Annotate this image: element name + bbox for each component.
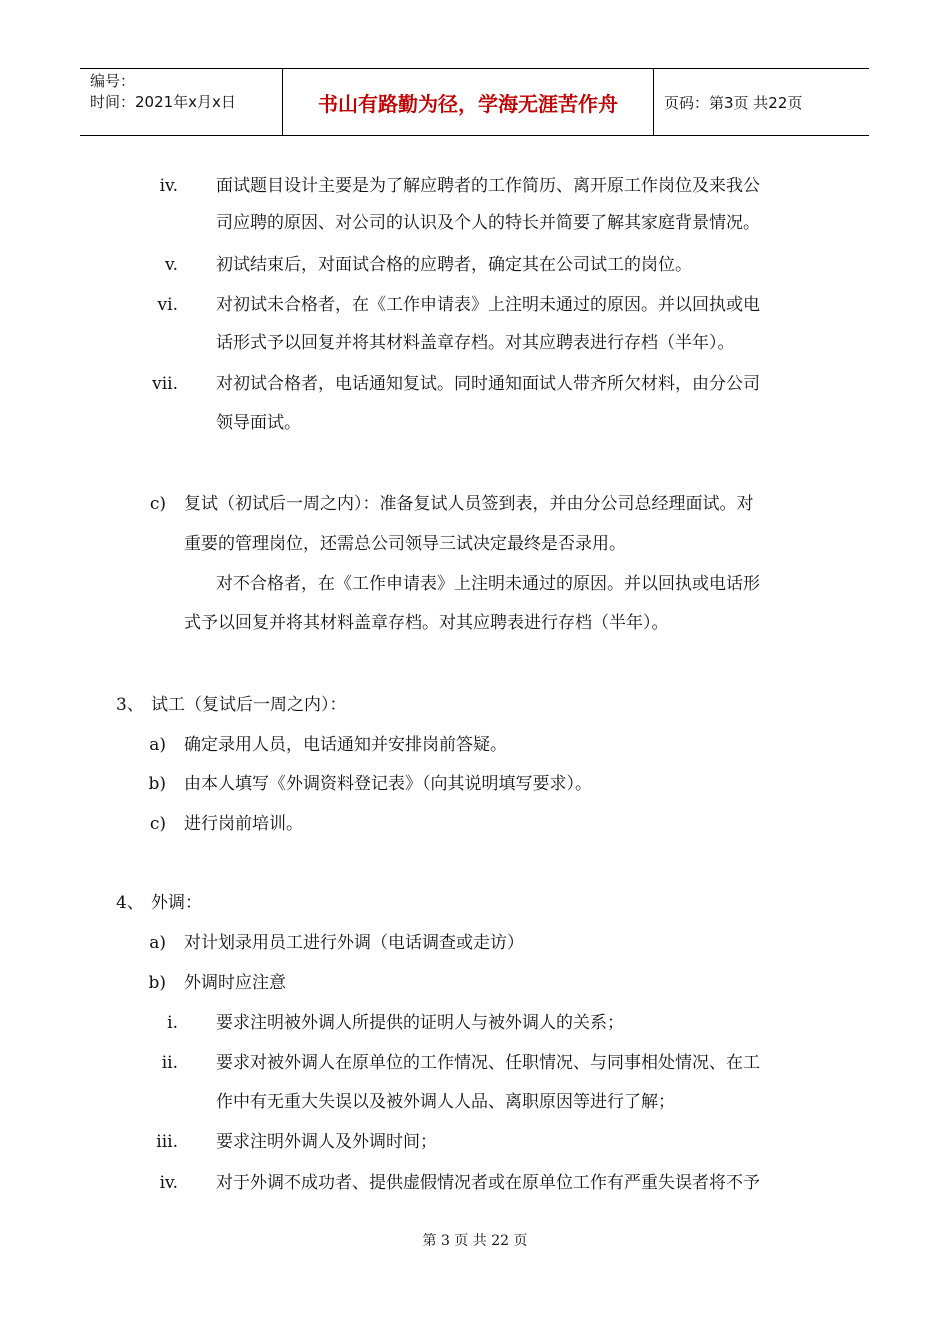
paragraph-line: 司应聘的原因、对公司的认识及个人的特长并简要了解其家庭背景情况。 — [216, 213, 760, 233]
paragraph-line: 面试题目设计主要是为了解应聘者的工作简历、离开原工作岗位及来我公 — [216, 176, 760, 196]
list-label-a: a) — [149, 735, 166, 755]
paragraph-line: 对于外调不成功者、提供虚假情况者或在原单位工作有严重失误者将不予 — [216, 1173, 760, 1193]
paragraph-line: 复试（初试后一周之内）：准备复试人员签到表，并由分公司总经理面试。对 — [184, 494, 754, 514]
list-item: 由本人填写《外调资料登记表》（向其说明填写要求）。 — [184, 774, 592, 794]
document-number-label: 编号： — [90, 72, 136, 90]
section-number-3: 3、 — [116, 695, 144, 715]
paragraph-line: 对初试未合格者，在《工作申请表》上注明未通过的原因。并以回执或电 — [216, 295, 760, 315]
paragraph-line: 对初试合格者，电话通知复试。同时通知面试人带齐所欠材料，由分公司 — [216, 374, 760, 394]
list-label-i: i. — [167, 1013, 178, 1033]
header-motto: 书山有路勤为径，学海无涯苦作舟 — [282, 69, 654, 135]
list-label-a: a) — [149, 933, 166, 953]
list-label-c: c) — [149, 494, 166, 514]
paragraph-line: 式予以回复并将其材料盖章存档。对其应聘表进行存档（半年）。 — [184, 613, 669, 633]
list-item: 对计划录用员工进行外调（电话调查或走访） — [184, 933, 524, 953]
list-label-b: b) — [148, 973, 166, 993]
document-date: 时间：2021年x月x日 — [90, 93, 236, 111]
list-label-iv: iv. — [159, 1173, 178, 1193]
list-label-c: c) — [149, 814, 166, 834]
list-item: 要求注明外调人及外调时间； — [216, 1132, 437, 1152]
section-title: 外调： — [151, 893, 202, 913]
paragraph-line: 领导面试。 — [216, 413, 301, 433]
list-item: 要求注明被外调人所提供的证明人与被外调人的关系； — [216, 1013, 624, 1033]
paragraph-line: 初试结束后，对面试合格的应聘者，确定其在公司试工的岗位。 — [216, 255, 692, 275]
header-page-info: 页码：第3页 共22页 — [664, 93, 803, 112]
paragraph-line: 对不合格者，在《工作申请表》上注明未通过的原因。并以回执或电话形 — [216, 574, 760, 594]
section-title: 试工（复试后一周之内）： — [151, 695, 347, 715]
paragraph-line: 重要的管理岗位，还需总公司领导三试决定最终是否录用。 — [184, 534, 626, 554]
document-header — [80, 68, 869, 136]
list-label-iv: iv. — [159, 176, 178, 196]
list-label-b: b) — [148, 774, 166, 794]
list-label-vii: vii. — [152, 374, 178, 394]
list-label-iii: iii. — [156, 1132, 178, 1152]
paragraph-line: 话形式予以回复并将其材料盖章存档。对其应聘表进行存档（半年）。 — [216, 333, 735, 353]
list-item: 进行岗前培训。 — [184, 814, 303, 834]
list-label-vi: vi. — [157, 295, 178, 315]
list-label-v: v. — [165, 255, 178, 275]
header-meta — [80, 69, 282, 135]
paragraph-line: 作中有无重大失误以及被外调人人品、离职原因等进行了解； — [216, 1092, 675, 1112]
list-label-ii: ii. — [161, 1053, 178, 1073]
section-number-4: 4、 — [116, 893, 144, 913]
page-footer: 第 3 页 共 22 页 — [422, 1233, 528, 1249]
list-item: 外调时应注意 — [184, 973, 286, 993]
list-item: 确定录用人员，电话通知并安排岗前答疑。 — [184, 735, 507, 755]
paragraph-line: 要求对被外调人在原单位的工作情况、任职情况、与同事相处情况、在工 — [216, 1053, 760, 1073]
